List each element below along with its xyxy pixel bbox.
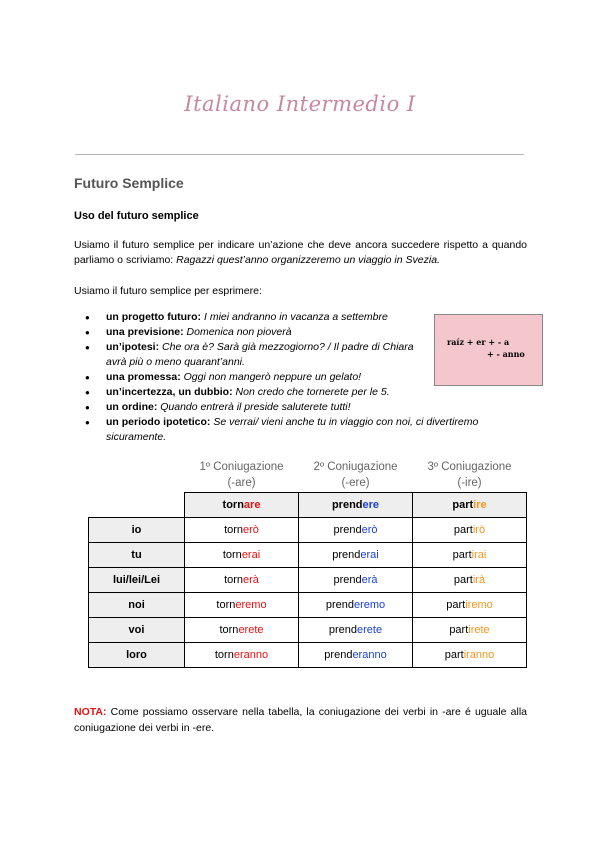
verb-cell: partiremo [413,593,527,618]
use-term: una promessa: [106,371,181,383]
verb-cell: prenderanno [299,643,413,668]
column-header-name: 2º Coniugazione [313,461,398,473]
verb-cell: tornerà [185,568,299,593]
column-header-suffix: (-ere) [341,477,370,489]
verb-cell: partiranno [413,643,527,668]
infinitive-row [89,493,527,518]
person-cell: io [89,518,185,543]
table-row [89,593,527,618]
note-paragraph [74,704,527,736]
column-header-name: 3º Coniugazione [427,461,512,473]
formula-line: + - anno [487,349,525,359]
verb-cell: prenderemo [299,593,413,618]
use-example: I miei andranno in vacanza a settembre [203,311,388,323]
table-row [89,643,527,668]
intro-paragraph [74,238,527,268]
verb-cell: prenderai [299,543,413,568]
infinitive-cell: prendere [299,493,413,518]
use-term: un ordine: [106,401,158,413]
list-item [74,400,527,415]
use-term: una previsione: [106,326,184,338]
subheading: Uso del futuro semplice [74,210,199,222]
table-row [89,543,527,568]
verb-cell: partirò [413,518,527,543]
table-row [89,518,527,543]
section-heading: Futuro Semplice [74,175,184,191]
use-term: un progetto futuro: [106,311,202,323]
table-row [89,618,527,643]
infinitive-cell: tornare [185,493,299,518]
use-example: Non credo che tornerete per le 5. [235,386,390,398]
note-label: NOTA: [74,706,107,718]
verb-cell: torneranno [185,643,299,668]
person-cell: voi [89,618,185,643]
formula-box [434,314,543,386]
verb-cell: partirete [413,618,527,643]
intro-example: Ragazzi quest’anno organizzeremo un viaggio in Svezia. [176,254,440,266]
use-example: Oggi non mangerò neppure un gelato! [183,371,362,383]
column-header-suffix: (-are) [227,477,256,489]
title-divider [75,154,524,155]
use-example: Che ora è? Sarà già mezzogiorno? / Il padre di Chiara avrà più o meno quarant’anni. [106,341,414,368]
verb-cell: partirai [413,543,527,568]
table-corner [89,458,185,493]
use-example: Quando entrerà il preside saluterete tutti! [160,401,351,413]
use-example: Se verrai/ vieni anche tu in viaggio con noi, ci divertiremo sicuramente. [106,416,479,443]
person-cell: loro [89,643,185,668]
note-text: Come possiamo osservare nella tabella, la coniugazione dei verbi in -are é uguale alla coniugazione dei verbi in -ere. [74,706,527,734]
verb-cell: prenderà [299,568,413,593]
column-header [299,458,413,493]
infinitive-cell: partire [413,493,527,518]
use-example: Domenica non pioverà [186,326,292,338]
page-title: Italiano Intermedio I [184,92,416,116]
list-item [74,385,527,400]
table-corner [89,493,185,518]
verb-cell: prenderete [299,618,413,643]
use-term: un’incertezza, un dubbio: [106,386,233,398]
verb-cell: torneremo [185,593,299,618]
column-header [185,458,299,493]
formula-line: raíz + er + - a [447,337,510,347]
person-cell: tu [89,543,185,568]
column-header-suffix: (-ire) [457,477,482,489]
person-cell: noi [89,593,185,618]
column-header-name: 1º Coniugazione [199,461,284,473]
use-term: un’ipotesi: [106,341,160,353]
verb-cell: partirà [413,568,527,593]
verb-cell: tornerai [185,543,299,568]
verb-cell: tornerete [185,618,299,643]
verb-cell: tornerò [185,518,299,543]
person-cell: lui/lei/Lei [89,568,185,593]
intro-text: Usiamo il futuro semplice per indicare un’azione che deve ancora succedere rispetto a quando parliamo o scriviamo: [74,239,527,266]
uses-intro: Usiamo il futuro semplice per esprimere: [74,285,262,297]
table-header-row [89,458,527,493]
conjugation-table [88,458,527,668]
column-header [413,458,527,493]
use-term: un periodo ipotetico: [106,416,211,428]
table-row [89,568,527,593]
verb-cell: prenderò [299,518,413,543]
list-item [74,415,527,445]
